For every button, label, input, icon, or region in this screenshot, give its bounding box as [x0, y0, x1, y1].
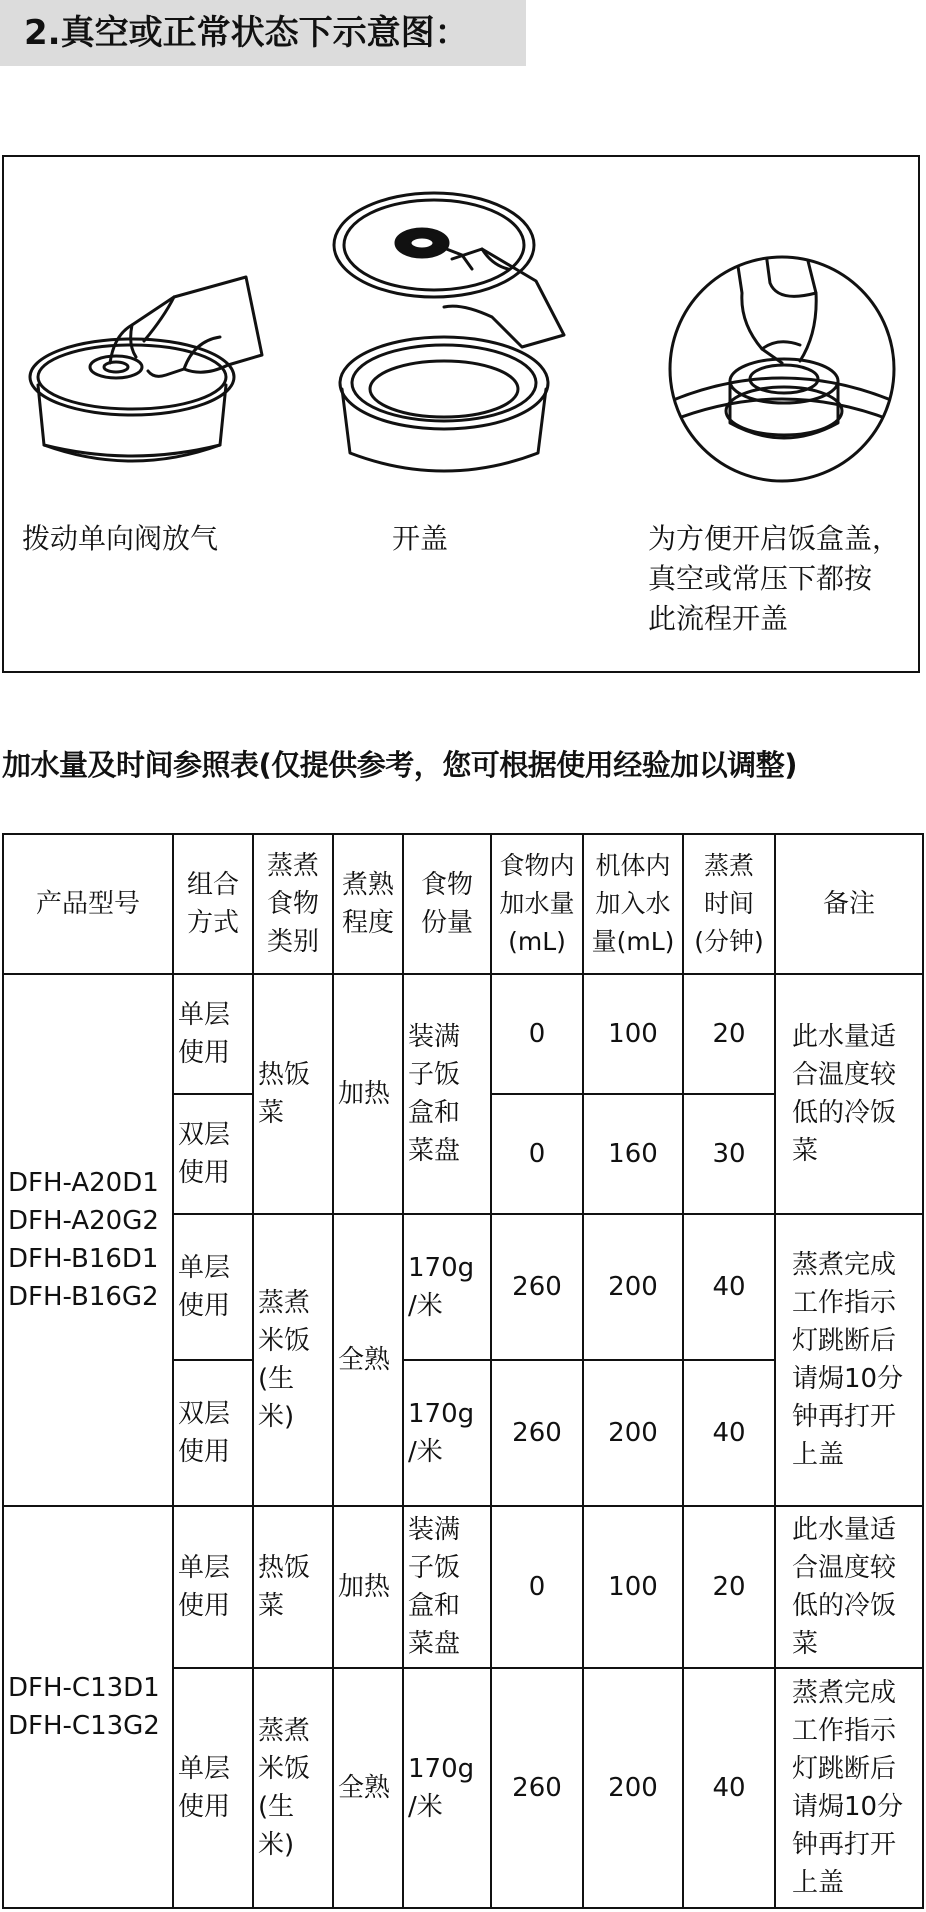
portion-cell: 装满 子饭 盒和 菜盘 — [403, 1506, 491, 1668]
time-cell: 20 — [683, 974, 775, 1094]
release-valve-illustration — [24, 245, 284, 477]
header-food-water: 食物内 加水量 (mL) — [491, 834, 583, 974]
header-body-water: 机体内 加入水 量(mL) — [583, 834, 683, 974]
note-cell: 蒸煮完成 工作指示 灯跳断后 请焗10分 钟再打开 上盖 — [775, 1668, 923, 1908]
header-portion: 食物 份量 — [403, 834, 491, 974]
caption-release-valve: 拨动单向阀放气 — [22, 522, 219, 555]
food-water-cell: 0 — [491, 1094, 583, 1214]
doneness-cell: 全熟 — [333, 1214, 403, 1506]
food-type-cell: 热饭 菜 — [253, 974, 333, 1214]
table-row — [3, 1506, 923, 1668]
heading-banner — [0, 0, 526, 66]
combo-cell: 单层 使用 — [173, 1214, 253, 1360]
model-cell: DFH-A20D1 DFH-A20G2 DFH-B16D1 DFH-B16G2 — [3, 974, 173, 1506]
food-type-cell: 热饭 菜 — [253, 1506, 333, 1668]
note-cell: 此水量适 合温度较 低的冷饭 菜 — [775, 1506, 923, 1668]
header-combo: 组合 方式 — [173, 834, 253, 974]
body-water-cell: 200 — [583, 1214, 683, 1360]
food-water-cell: 260 — [491, 1668, 583, 1908]
water-time-reference-table — [2, 833, 924, 1909]
body-water-cell: 200 — [583, 1668, 683, 1908]
body-water-cell: 100 — [583, 974, 683, 1094]
caption-open-lid: 开盖 — [392, 522, 449, 555]
portion-cell: 170g /米 — [403, 1668, 491, 1908]
time-cell: 20 — [683, 1506, 775, 1668]
page-heading: 2.真空或正常状态下示意图： — [24, 13, 469, 53]
food-type-cell: 蒸煮 米饭 (生米) — [253, 1214, 333, 1506]
table-header-row — [3, 834, 923, 974]
portion-cell: 装满 子饭 盒和 菜盘 — [403, 974, 491, 1214]
header-doneness: 煮熟 程度 — [333, 834, 403, 974]
table-title: 加水量及时间参照表(仅提供参考，您可根据使用经验加以调整) — [2, 748, 798, 782]
time-cell: 30 — [683, 1094, 775, 1214]
portion-cell: 170g /米 — [403, 1360, 491, 1506]
food-type-cell: 蒸煮 米饭 (生米) — [253, 1668, 333, 1908]
time-cell: 40 — [683, 1360, 775, 1506]
body-water-cell: 200 — [583, 1360, 683, 1506]
model-cell: DFH-C13D1 DFH-C13G2 — [3, 1506, 173, 1908]
doneness-cell: 全熟 — [333, 1668, 403, 1908]
note-cell: 此水量适 合温度较 低的冷饭 菜 — [775, 974, 923, 1214]
time-cell: 40 — [683, 1214, 775, 1360]
body-water-cell: 160 — [583, 1094, 683, 1214]
illustration-panel — [2, 155, 920, 673]
food-water-cell: 0 — [491, 974, 583, 1094]
caption-valve-closeup: 为方便开启饭盒盖， 真空或常压下都按 此流程开盖 — [648, 522, 901, 635]
body-water-cell: 100 — [583, 1506, 683, 1668]
header-time: 蒸煮 时间 (分钟) — [683, 834, 775, 974]
note-cell: 蒸煮完成 工作指示 灯跳断后 请焗10分 钟再打开 上盖 — [775, 1214, 923, 1506]
time-cell: 40 — [683, 1668, 775, 1908]
food-water-cell: 260 — [491, 1360, 583, 1506]
doneness-cell: 加热 — [333, 974, 403, 1214]
combo-cell: 单层 使用 — [173, 1506, 253, 1668]
food-water-cell: 260 — [491, 1214, 583, 1360]
table-row — [3, 974, 923, 1094]
combo-cell: 单层 使用 — [173, 1668, 253, 1908]
combo-cell: 双层 使用 — [173, 1360, 253, 1506]
valve-closeup-illustration — [666, 253, 898, 485]
header-model: 产品型号 — [3, 834, 173, 974]
food-water-cell: 0 — [491, 1506, 583, 1668]
header-note: 备注 — [775, 834, 923, 974]
combo-cell: 单层 使用 — [173, 974, 253, 1094]
open-lid-illustration — [332, 185, 566, 485]
header-food-type: 蒸煮 食物 类别 — [253, 834, 333, 974]
doneness-cell: 加热 — [333, 1506, 403, 1668]
combo-cell: 双层 使用 — [173, 1094, 253, 1214]
portion-cell: 170g /米 — [403, 1214, 491, 1360]
